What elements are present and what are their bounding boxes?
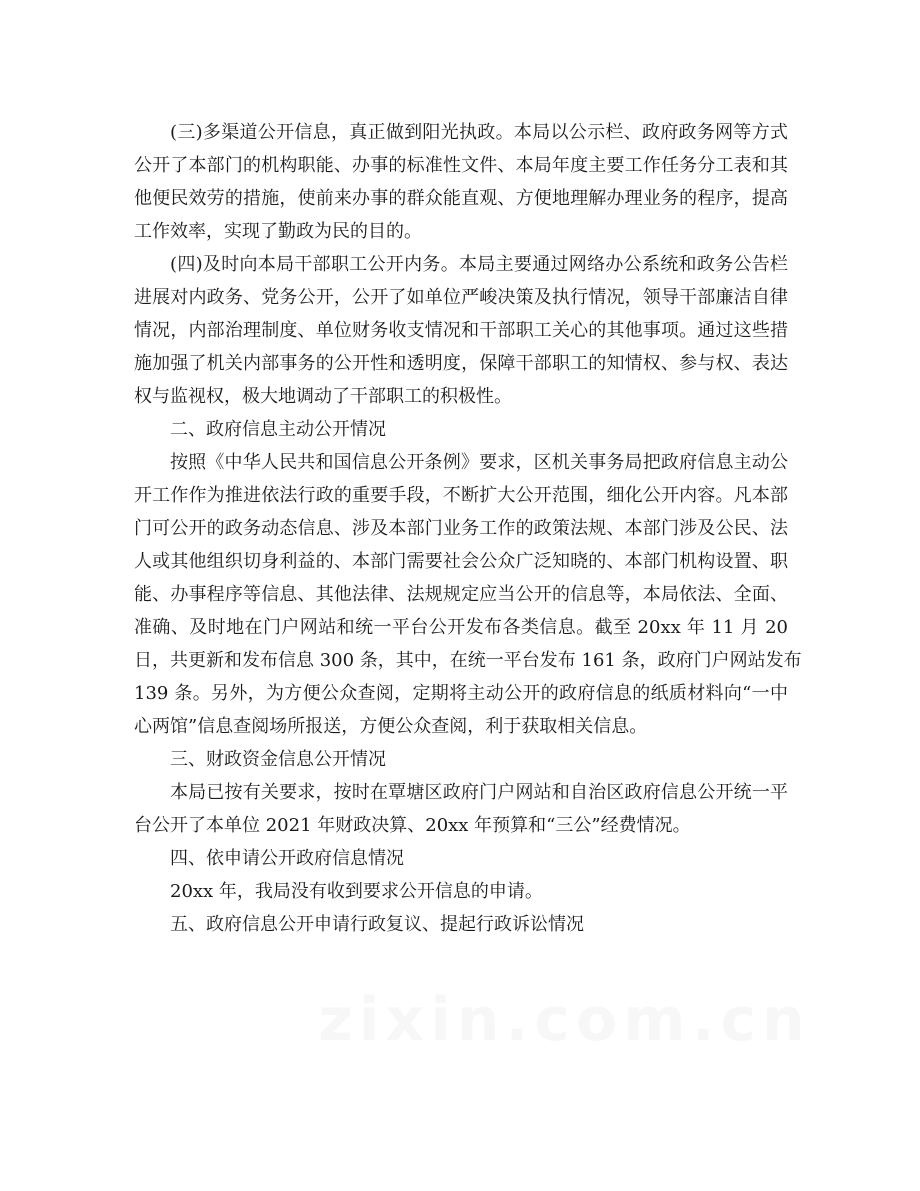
text-line: 按照《中华人民共和国信息公开条例》要求，区机关事务局把政府信息主动公 [170, 452, 788, 473]
section-heading-3: 三、财政资金信息公开情况 [170, 749, 386, 770]
text-line: 日，共更新和发布信息 300 条，其中，在统一平台发布 161 条，政府门户网站发布 [134, 650, 802, 671]
text-line: 139 条。另外，为方便公众查阅，定期将主动公开的政府信息的纸质材料向“一中 [134, 683, 788, 704]
text-line: 心两馆”信息查阅场所报送，方便公众查阅，利于获取相关信息。 [134, 716, 648, 737]
watermark [318, 985, 811, 1055]
text-line: 能、办事程序等信息、其他法律、法规规定应当公开的信息等，本局依法、全面、 [134, 584, 788, 605]
text-line: 情况，内部治理制度、单位财务收支情况和干部职工关心的其他事项。通过这些措 [134, 320, 788, 341]
paragraph-proactive-disclosure [134, 446, 802, 743]
section-heading-2: 二、政府信息主动公开情况 [170, 419, 386, 440]
paragraph-application-disclosure [134, 875, 788, 908]
text-line: 施加强了机关内部事务的公开性和透明度，保障干部职工的知情权、参与权、表达 [134, 353, 788, 374]
section-heading-4: 四、依申请公开政府信息情况 [170, 848, 404, 869]
text-line: 工作效率，实现了勤政为民的目的。 [134, 221, 422, 242]
text-line: 台公开了本单位 2021 年财政决算、20xx 年预算和“三公”经费情况。 [134, 815, 691, 836]
paragraph-fiscal-disclosure [134, 776, 788, 842]
text-line: 公开了本部门的机构职能、办事的标准性文件、本局年度主要工作任务分工表和其 [134, 155, 788, 176]
text-line: 准确、及时地在门户网站和统一平台公开发布各类信息。截至 20xx 年 11 月 20 [134, 617, 788, 638]
document-page [134, 116, 802, 941]
text-line: 权与监视权，极大地调动了干部职工的积极性。 [134, 386, 512, 407]
text-line: (四)及时向本局干部职工公开内务。本局主要通过网络办公系统和政务公告栏 [170, 254, 788, 275]
text-line: 门可公开的政务动态信息、涉及本部门业务工作的政策法规、本部门涉及公民、法 [134, 518, 788, 539]
section-heading-5: 五、政府信息公开申请行政复议、提起行政诉讼情况 [170, 914, 584, 935]
text-line: 进展对内政务、党务公开，公开了如单位严峻决策及执行情况，领导干部廉洁自律 [134, 287, 788, 308]
paragraph-4-internal-affairs [134, 248, 788, 413]
paragraph-3-channels [134, 116, 788, 248]
text-line: 他便民效劳的措施，使前来办事的群众能直观、方便地理解办理业务的程序，提高 [134, 188, 788, 209]
text-line: (三)多渠道公开信息，真正做到阳光执政。本局以公示栏、政府政务网等方式 [170, 122, 788, 143]
text-line: 20xx 年，我局没有收到要求公开信息的申请。 [170, 881, 543, 902]
text-line: 开工作作为推进依法行政的重要手段，不断扩大公开范围，细化公开内容。凡本部 [134, 485, 788, 506]
text-line: 人或其他组织切身利益的、本部门需要社会公众广泛知晓的、本部门机构设置、职 [134, 551, 788, 572]
text-line: 本局已按有关要求，按时在覃塘区政府门户网站和自治区政府信息公开统一平 [170, 782, 788, 803]
